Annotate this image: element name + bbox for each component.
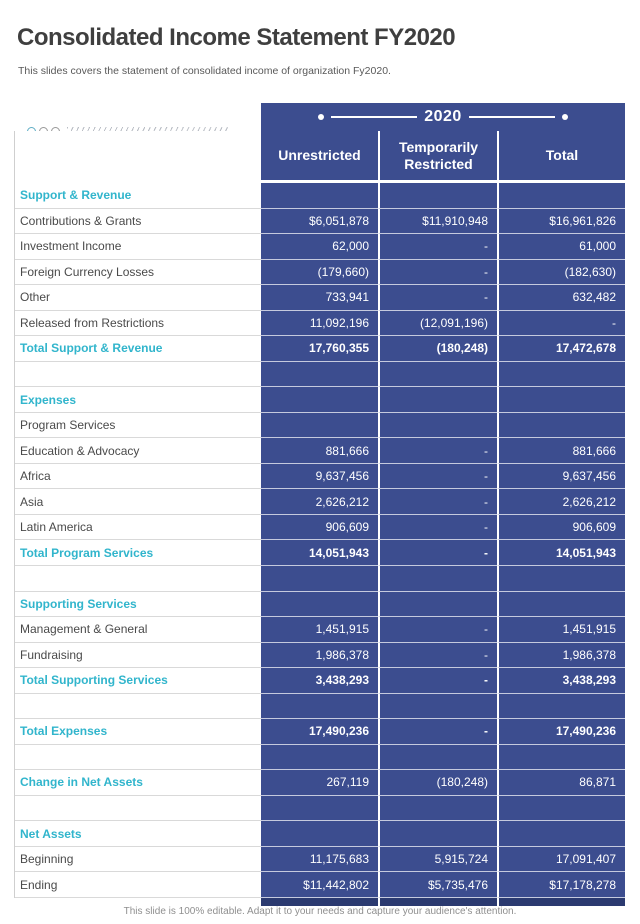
cell-value: 2,626,212 <box>497 489 625 515</box>
cell-value: 61,000 <box>497 234 625 260</box>
table-row <box>14 311 625 337</box>
cell-value: 1,986,378 <box>497 643 625 669</box>
cell-value: - <box>378 285 497 311</box>
band-right-line <box>469 116 555 118</box>
table-row <box>14 438 625 464</box>
row-label <box>14 694 261 720</box>
cell-value <box>261 745 378 771</box>
cell-value: 906,609 <box>497 515 625 541</box>
cell-value: - <box>378 719 497 745</box>
cell-value: 1,986,378 <box>261 643 378 669</box>
column-header-temporarily-restricted: Temporarily Restricted <box>378 131 497 183</box>
row-label: Contributions & Grants <box>14 209 261 235</box>
cell-value: 3,438,293 <box>497 668 625 694</box>
table-row <box>14 464 625 490</box>
cell-value: 9,637,456 <box>261 464 378 490</box>
page-title: Consolidated Income Statement FY2020 <box>17 24 456 51</box>
cell-value: 17,490,236 <box>261 719 378 745</box>
cell-value: - <box>378 234 497 260</box>
cell-value: (179,660) <box>261 260 378 286</box>
bottom-bar-segment <box>261 898 378 906</box>
row-label: Asia <box>14 489 261 515</box>
row-label: Total Support & Revenue <box>14 336 261 362</box>
table-row <box>14 209 625 235</box>
table-body <box>14 183 625 898</box>
bottom-bar-segment <box>378 898 497 906</box>
cell-value: 11,175,683 <box>261 847 378 873</box>
cell-value: 1,451,915 <box>261 617 378 643</box>
row-label: Released from Restrictions <box>14 311 261 337</box>
cell-value <box>261 821 378 847</box>
row-label: Program Services <box>14 413 261 439</box>
cell-value <box>497 745 625 771</box>
row-label: Expenses <box>14 387 261 413</box>
cell-value: 906,609 <box>261 515 378 541</box>
cell-value <box>378 821 497 847</box>
cell-value: - <box>378 260 497 286</box>
cell-value <box>497 387 625 413</box>
label-box-left-border <box>14 131 15 898</box>
header-label-spacer <box>14 131 261 183</box>
cell-value: 3,438,293 <box>261 668 378 694</box>
cell-value <box>378 387 497 413</box>
cell-value <box>497 183 625 209</box>
row-label <box>14 796 261 822</box>
cell-value <box>497 821 625 847</box>
cell-value: 11,092,196 <box>261 311 378 337</box>
table-row <box>14 566 625 592</box>
cell-value: 17,472,678 <box>497 336 625 362</box>
cell-value <box>497 362 625 388</box>
cell-value: (12,091,196) <box>378 311 497 337</box>
table-row <box>14 515 625 541</box>
row-label: Africa <box>14 464 261 490</box>
cell-value: 2,626,212 <box>261 489 378 515</box>
band-left-line <box>331 116 417 118</box>
row-label: Beginning <box>14 847 261 873</box>
table-row <box>14 770 625 796</box>
table-row <box>14 260 625 286</box>
cell-value: $6,051,878 <box>261 209 378 235</box>
table-row <box>14 872 625 898</box>
table-row <box>14 821 625 847</box>
cell-value: 733,941 <box>261 285 378 311</box>
cell-value <box>261 183 378 209</box>
year-header-band <box>261 103 625 131</box>
cell-value <box>378 362 497 388</box>
table-row <box>14 745 625 771</box>
cell-value <box>261 566 378 592</box>
cell-value: 1,451,915 <box>497 617 625 643</box>
table-row <box>14 540 625 566</box>
cell-value: - <box>497 311 625 337</box>
table-header-row <box>14 131 625 183</box>
cell-value <box>378 592 497 618</box>
cell-value: $17,178,278 <box>497 872 625 898</box>
table-row <box>14 362 625 388</box>
row-label: Total Expenses <box>14 719 261 745</box>
cell-value <box>497 592 625 618</box>
table-bottom-bar <box>261 898 625 906</box>
cell-value: 881,666 <box>497 438 625 464</box>
table-row <box>14 234 625 260</box>
column-header-total: Total <box>497 131 625 183</box>
cell-value: (180,248) <box>378 770 497 796</box>
cell-value: - <box>378 668 497 694</box>
table-row <box>14 668 625 694</box>
cell-value: - <box>378 643 497 669</box>
table-row <box>14 285 625 311</box>
row-label: Total Program Services <box>14 540 261 566</box>
cell-value: 17,091,407 <box>497 847 625 873</box>
cell-value <box>261 362 378 388</box>
table-row <box>14 489 625 515</box>
footer-note: This slide is 100% editable. Adapt it to your needs and capture your audience's attention. <box>123 906 517 917</box>
band-right-dot-icon <box>562 114 568 120</box>
cell-value: 17,490,236 <box>497 719 625 745</box>
table-row <box>14 719 625 745</box>
cell-value: 632,482 <box>497 285 625 311</box>
cell-value <box>378 796 497 822</box>
page-subtitle: This slides covers the statement of consolidated income of organization Fy2020. <box>18 65 391 77</box>
row-label: Support & Revenue <box>14 183 261 209</box>
cell-value <box>261 592 378 618</box>
column-header-unrestricted: Unrestricted <box>261 131 378 183</box>
table-row <box>14 413 625 439</box>
row-label: Supporting Services <box>14 592 261 618</box>
cell-value <box>261 413 378 439</box>
row-label <box>14 362 261 388</box>
cell-value <box>261 387 378 413</box>
table-row <box>14 387 625 413</box>
income-statement-table <box>14 131 625 898</box>
table-row <box>14 796 625 822</box>
cell-value: 86,871 <box>497 770 625 796</box>
cell-value: - <box>378 438 497 464</box>
row-label: Management & General <box>14 617 261 643</box>
cell-value: 14,051,943 <box>261 540 378 566</box>
row-label: Other <box>14 285 261 311</box>
row-label: Fundraising <box>14 643 261 669</box>
row-label <box>14 745 261 771</box>
table-row <box>14 847 625 873</box>
cell-value <box>497 694 625 720</box>
cell-value: - <box>378 515 497 541</box>
cell-value <box>378 745 497 771</box>
cell-value: 62,000 <box>261 234 378 260</box>
table-row <box>14 643 625 669</box>
cell-value <box>378 694 497 720</box>
row-label: Education & Advocacy <box>14 438 261 464</box>
cell-value: 881,666 <box>261 438 378 464</box>
cell-value: 17,760,355 <box>261 336 378 362</box>
cell-value: $11,910,948 <box>378 209 497 235</box>
cell-value <box>497 413 625 439</box>
cell-value <box>378 183 497 209</box>
cell-value <box>378 413 497 439</box>
cell-value: $16,961,826 <box>497 209 625 235</box>
table-row <box>14 617 625 643</box>
row-label: Ending <box>14 872 261 898</box>
bottom-bar-segment <box>497 898 625 906</box>
row-label <box>14 566 261 592</box>
year-header-label: 2020 <box>424 108 462 125</box>
cell-value: (182,630) <box>497 260 625 286</box>
cell-value: - <box>378 617 497 643</box>
cell-value: 9,637,456 <box>497 464 625 490</box>
cell-value <box>261 694 378 720</box>
row-label: Change in Net Assets <box>14 770 261 796</box>
cell-value: $5,735,476 <box>378 872 497 898</box>
row-label: Foreign Currency Losses <box>14 260 261 286</box>
cell-value: 5,915,724 <box>378 847 497 873</box>
cell-value <box>497 796 625 822</box>
table-row <box>14 336 625 362</box>
cell-value: $11,442,802 <box>261 872 378 898</box>
cell-value: - <box>378 464 497 490</box>
cell-value <box>497 566 625 592</box>
cell-value: 267,119 <box>261 770 378 796</box>
row-label: Latin America <box>14 515 261 541</box>
table-row <box>14 183 625 209</box>
row-label: Total Supporting Services <box>14 668 261 694</box>
cell-value <box>261 796 378 822</box>
cell-value: - <box>378 489 497 515</box>
cell-value: 14,051,943 <box>497 540 625 566</box>
row-label: Net Assets <box>14 821 261 847</box>
band-left-dot-icon <box>318 114 324 120</box>
cell-value <box>378 566 497 592</box>
cell-value: - <box>378 540 497 566</box>
row-label: Investment Income <box>14 234 261 260</box>
cell-value: (180,248) <box>378 336 497 362</box>
table-row <box>14 694 625 720</box>
table-row <box>14 592 625 618</box>
